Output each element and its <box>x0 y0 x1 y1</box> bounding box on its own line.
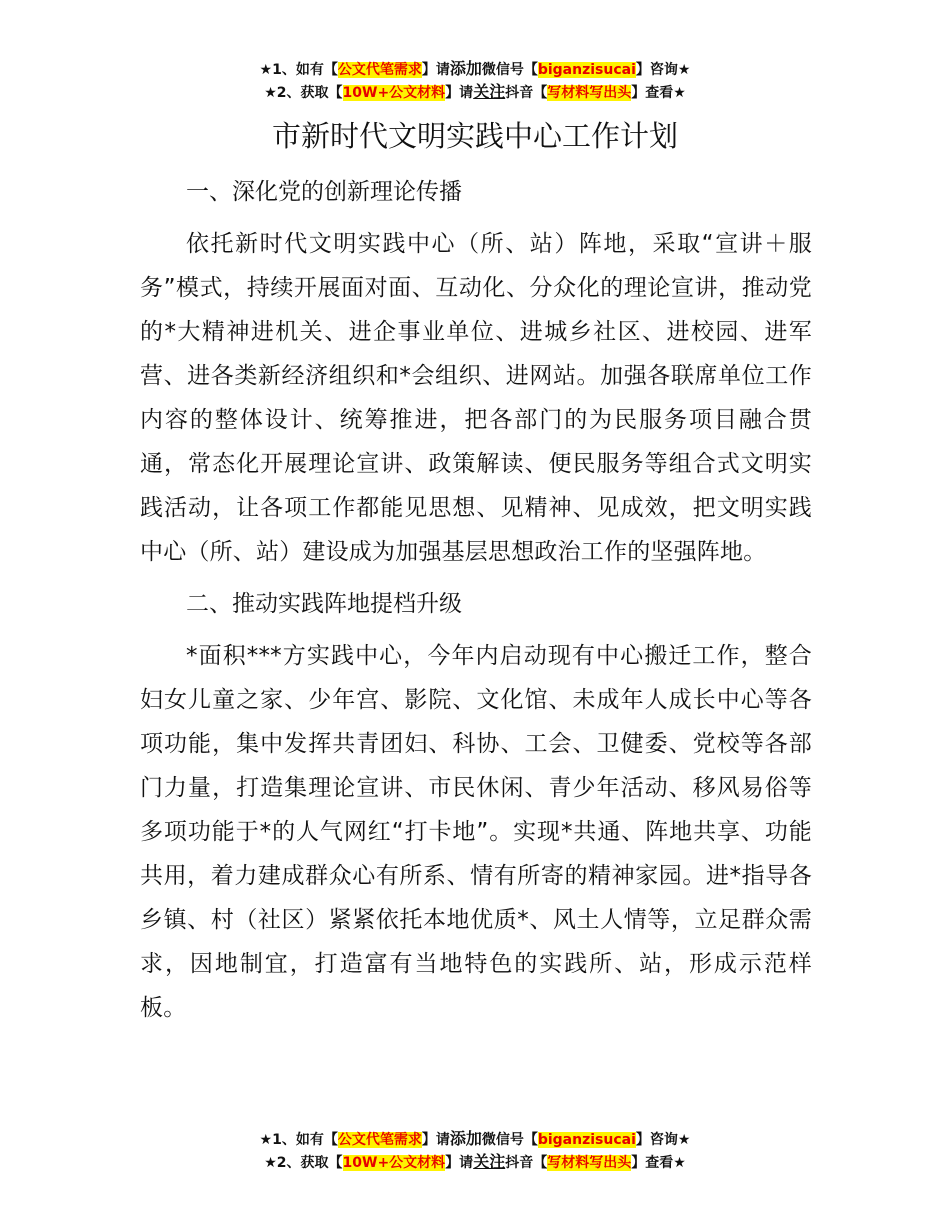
promo-text: 】请 <box>445 1155 474 1171</box>
promo-text: 】请 <box>421 1132 450 1148</box>
promo-text: 抖音【 <box>505 1155 548 1171</box>
promo-banner-top <box>0 58 950 104</box>
promo-text: 】查看★ <box>631 1155 686 1171</box>
section-2-heading: 二、推动实践阵地提档升级 <box>186 591 462 617</box>
promo-emphasis: 添加 <box>449 59 482 78</box>
promo-line-2 <box>0 81 950 104</box>
promo-emphasis: 关注 <box>473 1152 506 1171</box>
promo-text: ★2、获取【 <box>264 85 343 101</box>
promo-line-1 <box>0 58 950 81</box>
promo-highlight: biganzisucai <box>537 1132 636 1148</box>
promo-highlight: 10W+公文材料 <box>342 1155 446 1171</box>
section-1-heading: 一、深化党的创新理论传播 <box>186 179 462 205</box>
promo-text: 】请 <box>445 85 474 101</box>
section-1-paragraph: 依托新时代文明实践中心（所、站）阵地，采取“宣讲＋服务”模式，持续开展面对面、互动化、分众化的理论宣讲，推动党的*大精神进机关、进企事业单位、进城乡社区、进校园、进军营、进各类新经济组织和*会组织、进网站。加强各联席单位工作内容的整体设计、统筹推进，把各部门的为民服务项目融合贯通，常态化开展理论宣讲、政策解读、便民服务等组合式文明实践活动，让各项工作都能见思想、见精神、见成效，把文明实践中心（所、站）建设成为加强基层思想政治工作的坚强阵地。 <box>140 231 812 565</box>
document-body <box>140 170 812 1030</box>
promo-highlight: 写材料写出头 <box>547 1155 632 1171</box>
promo-highlight: 10W+公文材料 <box>342 85 446 101</box>
promo-text: 微信号【 <box>481 1132 538 1148</box>
promo-text: 】查看★ <box>631 85 686 101</box>
promo-highlight: 公文代笔需求 <box>337 62 422 78</box>
promo-text: 】咨询★ <box>635 62 691 78</box>
promo-banner-bottom <box>0 1128 950 1174</box>
promo-emphasis: 关注 <box>473 82 506 101</box>
promo-text: 微信号【 <box>481 62 538 78</box>
promo-line-1 <box>0 1128 950 1151</box>
promo-line-2 <box>0 1151 950 1174</box>
promo-text: 抖音【 <box>505 85 548 101</box>
document-title: 市新时代文明实践中心工作计划 <box>271 119 678 153</box>
promo-text: ★1、如有【 <box>259 62 338 78</box>
promo-text: ★2、获取【 <box>264 1155 343 1171</box>
promo-text: ★1、如有【 <box>259 1132 338 1148</box>
promo-highlight: 写材料写出头 <box>547 85 632 101</box>
promo-text: 】咨询★ <box>635 1132 691 1148</box>
promo-text: 】请 <box>421 62 450 78</box>
section-2-paragraph: *面积***方实践中心，今年内启动现有中心搬迁工作，整合妇女儿童之家、少年宫、影院、文化馆、未成年人成长中心等各项功能，集中发挥共青团妇、科协、工会、卫健委、党校等各部门力量，打造集理论宣讲、市民休闲、青少年活动、移风易俗等多项功能于*的人气网红“打卡地”。实现*共通、阵地共享、功能共用，着力建成群众心有所系、情有所寄的精神家园。进*指导各乡镇、村（社区）紧紧依托本地优质*、风土人情等，立足群众需求，因地制宜，打造富有当地特色的实践所、站，形成示范样板。 <box>140 643 812 1021</box>
promo-emphasis: 添加 <box>449 1129 482 1148</box>
promo-highlight: biganzisucai <box>537 62 636 78</box>
promo-highlight: 公文代笔需求 <box>337 1132 422 1148</box>
